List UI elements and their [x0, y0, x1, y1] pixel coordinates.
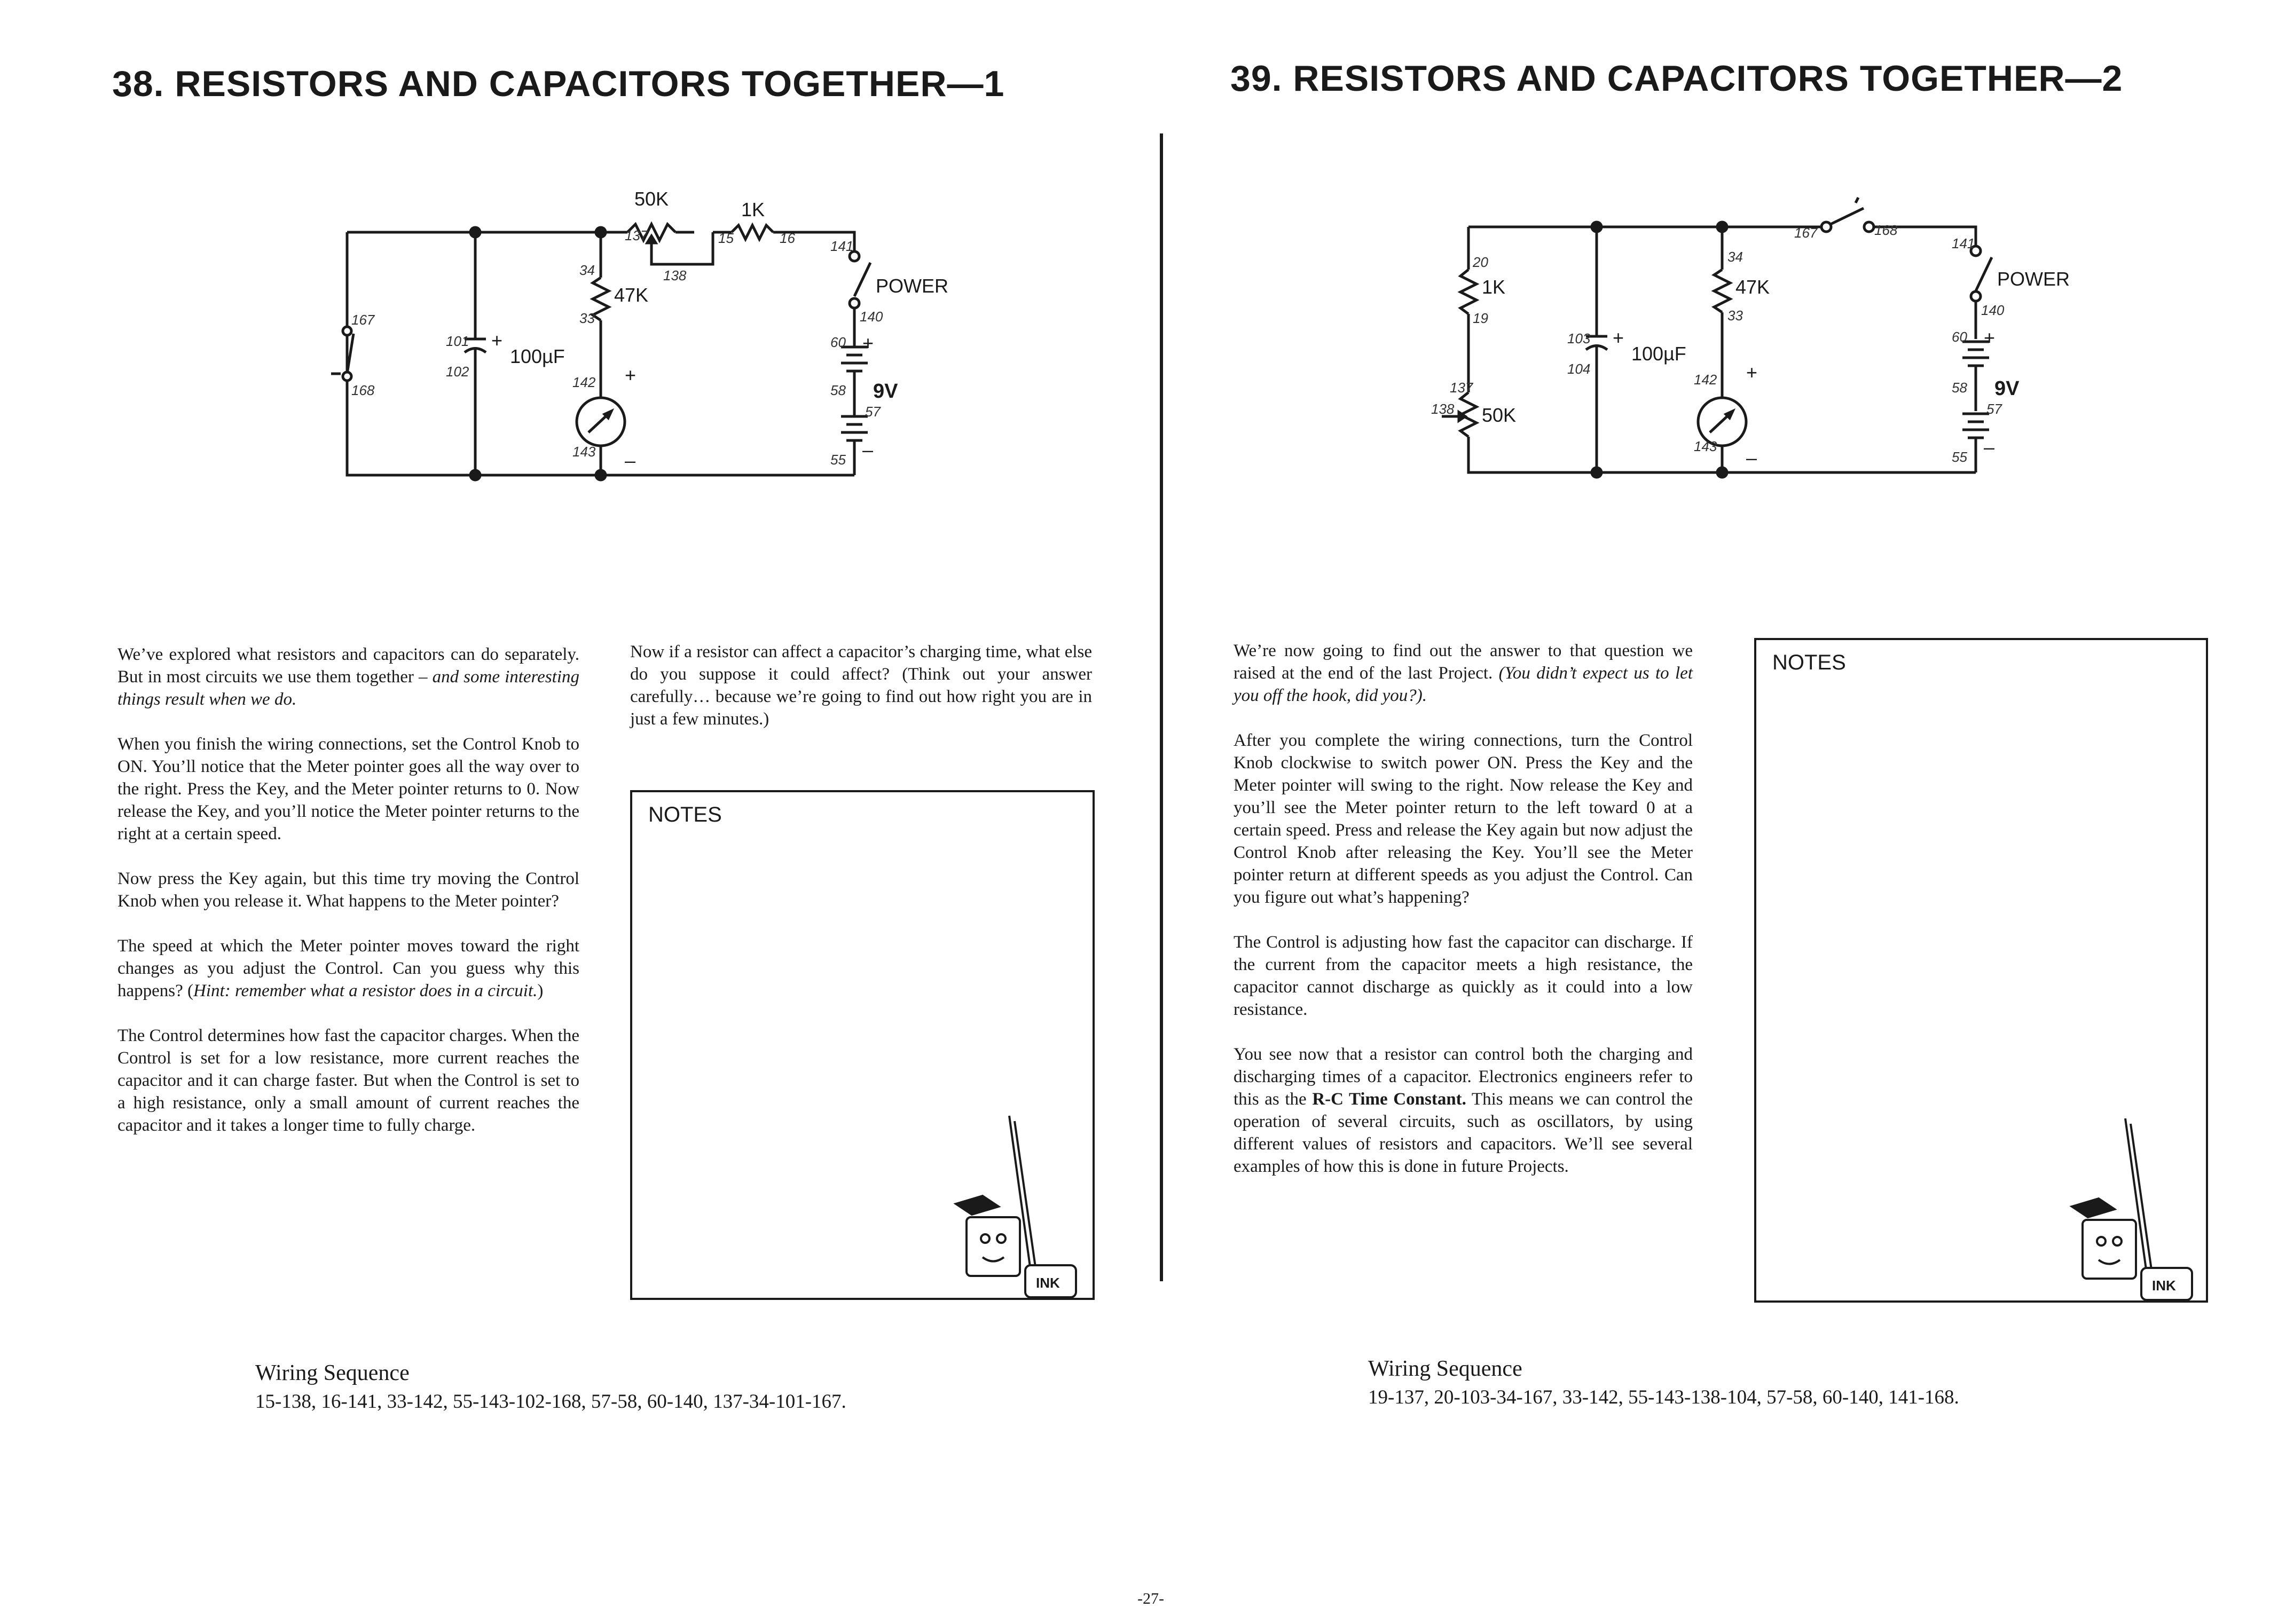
- pin-label: 143: [572, 444, 596, 460]
- pin-label: 60: [830, 334, 846, 350]
- ink-mascot-icon: [951, 1110, 1095, 1303]
- battery-minus: –: [862, 439, 874, 461]
- mascot-ink-label: INK: [1036, 1275, 1060, 1291]
- paragraph: We’ve explored what resistors and capacitors can do separately. But in most circuits we use them together – and some interesting things result when we do.: [117, 645, 579, 709]
- resistor-1k-label: 1K: [741, 199, 765, 220]
- power-label: POWER: [876, 275, 949, 297]
- page-number: -27-: [1137, 1590, 1164, 1607]
- pin-label: 137: [625, 227, 648, 243]
- wiring-value: 19-137, 20-103-34-167, 33-142, 55-143-138-104, 57-58, 60-140, 141-168.: [1368, 1386, 1959, 1408]
- capacitor-label: 100µF: [1631, 343, 1686, 365]
- pin-label: 33: [1727, 308, 1743, 324]
- page-divider: [1160, 133, 1163, 1281]
- wiring-value: 15-138, 16-141, 33-142, 55-143-102-168, 57-58, 60-140, 137-34-101-167.: [255, 1391, 846, 1413]
- pin-label: 168: [351, 382, 375, 398]
- capacitor-plus: +: [491, 329, 503, 351]
- pin-label: 55: [830, 452, 846, 468]
- right-wiring-sequence: [1368, 1356, 1959, 1409]
- right-page-title: 39. RESISTORS AND CAPACITORS TOGETHER—2: [1230, 58, 2123, 99]
- pin-label: 55: [1952, 449, 1967, 465]
- pot-50k-label: 50K: [634, 188, 669, 210]
- wiring-heading: Wiring Sequence: [255, 1361, 410, 1385]
- left-page-title: 38. RESISTORS AND CAPACITORS TOGETHER—1: [112, 64, 1005, 104]
- battery-label: 9V: [1994, 377, 2020, 400]
- paragraph: We’re now going to find out the answer to that question we raised at the end of the last Project. (You didn’t expect us to let you off the hook, did you?).: [1234, 641, 1693, 705]
- paragraph: The Control is adjusting how fast the capacitor can discharge. If the current from the capacitor meets a high resistance, the capacitor cannot discharge as quickly as it could into a low resistance.: [1234, 933, 1693, 1019]
- pin-label: 19: [1473, 310, 1488, 326]
- power-label: POWER: [1997, 268, 2070, 290]
- pin-label: 167: [351, 312, 375, 328]
- pin-label: 60: [1952, 329, 1967, 345]
- meter-minus: –: [1746, 447, 1757, 469]
- pin-label: 57: [865, 404, 881, 420]
- pin-label: 33: [579, 310, 595, 326]
- left-wiring-sequence: [255, 1360, 846, 1413]
- pin-label: 141: [1952, 235, 1975, 251]
- left-circuit-schematic: [310, 176, 983, 507]
- pin-label: 143: [1694, 438, 1717, 454]
- capacitor-plus: +: [1613, 327, 1624, 349]
- pin-label: 58: [830, 382, 846, 398]
- pin-label: 142: [572, 374, 596, 390]
- pin-label: 34: [579, 262, 595, 278]
- paragraph: You see now that a resistor can control both the charging and discharging times of a capacitor. Electronics engineers refer to this as the R-C Time Constant. This means we can control the operation of several circuits, such as oscillators, by using different values of resistors and capacitors. We’ll see several examples of how this is done in future Projects.: [1234, 1045, 1693, 1176]
- paragraph: Now if a resistor can affect a capacitor’s charging time, what else do you suppose it could affect? (Think out your answer carefully… because we’re going to find out how right you are in just a few minutes.): [630, 642, 1092, 729]
- battery-label: 9V: [873, 380, 898, 403]
- battery-plus: +: [862, 332, 874, 354]
- pin-label: 57: [1986, 401, 2002, 417]
- pin-label: 167: [1794, 225, 1818, 241]
- paragraph: The speed at which the Meter pointer moves toward the right changes as you adjust the Control. Can you guess why this happens? (Hint: remember what a resistor does in a circuit.): [117, 936, 579, 1000]
- ink-mascot-icon: [2067, 1113, 2211, 1305]
- resistor-1k-label: 1K: [1482, 276, 1506, 298]
- pin-label: 102: [446, 364, 469, 380]
- paragraph: When you finish the wiring connections, set the Control Knob to ON. You’ll notice that the Meter pointer goes all the way over to the right. Press the Key, and the Meter pointer returns to 0. Now release the Key, and you’ll notice the Meter pointer returns to the right at a certain speed.: [117, 735, 579, 843]
- pin-label: 140: [1981, 302, 2005, 318]
- left-body-column-2: [630, 641, 1092, 753]
- right-body-column: [1234, 640, 1693, 1200]
- pin-label: 141: [830, 238, 854, 254]
- pin-label: 15: [718, 230, 734, 246]
- meter-plus: +: [1746, 361, 1758, 383]
- notes-label: NOTES: [648, 803, 722, 826]
- pin-label: 103: [1567, 330, 1591, 346]
- pin-label: 138: [663, 267, 687, 283]
- paragraph: The Control determines how fast the capacitor charges. When the Control is set for a low resistance, more current reaches the capacitor and it can charge faster. But when the Control is set to a high resistance, only a small amount of current reaches the capacitor and it takes a longer time to fully charge.: [117, 1026, 579, 1135]
- paragraph: Now press the Key again, but this time try moving the Control Knob when you release it. What happens to the Meter pointer?: [117, 869, 579, 911]
- pin-label: 20: [1473, 254, 1488, 270]
- mascot-ink-label: INK: [2152, 1278, 2176, 1294]
- pin-label: 16: [780, 230, 795, 246]
- left-body-column-1: [117, 643, 579, 1159]
- battery-minus: –: [1984, 436, 1995, 458]
- meter-minus: –: [625, 450, 636, 471]
- pin-label: 58: [1952, 380, 1967, 396]
- pin-label: 140: [860, 309, 883, 325]
- resistor-47k-label: 47K: [1735, 276, 1770, 298]
- wiring-heading: Wiring Sequence: [1368, 1357, 1522, 1381]
- battery-plus: +: [1984, 327, 1996, 349]
- pin-label: 137: [1450, 380, 1473, 396]
- pin-label: 138: [1431, 401, 1455, 417]
- pot-50k-label: 50K: [1482, 404, 1517, 426]
- paragraph: After you complete the wiring connections, turn the Control Knob clockwise to switch power ON. Press the Key and the Meter pointer will swing to the right. Now release the Key and you’ll see the Meter pointer return to the left toward 0 at a certain speed. Press and release the Key again but now adjust the Control Knob after releasing the Key. You’ll see the Meter pointer return at different speeds as you adjust the Control. Can you figure out what’s happening?: [1234, 731, 1693, 907]
- right-circuit-schematic: [1431, 182, 2104, 502]
- pin-label: 142: [1694, 372, 1717, 388]
- notes-label: NOTES: [1772, 651, 1846, 674]
- pin-label: 104: [1567, 361, 1591, 377]
- pin-label: 34: [1727, 249, 1743, 265]
- resistor-47k-label: 47K: [614, 284, 649, 306]
- pin-label: 168: [1874, 222, 1898, 238]
- capacitor-label: 100µF: [510, 345, 565, 367]
- meter-plus: +: [625, 364, 637, 386]
- pin-label: 101: [446, 333, 469, 349]
